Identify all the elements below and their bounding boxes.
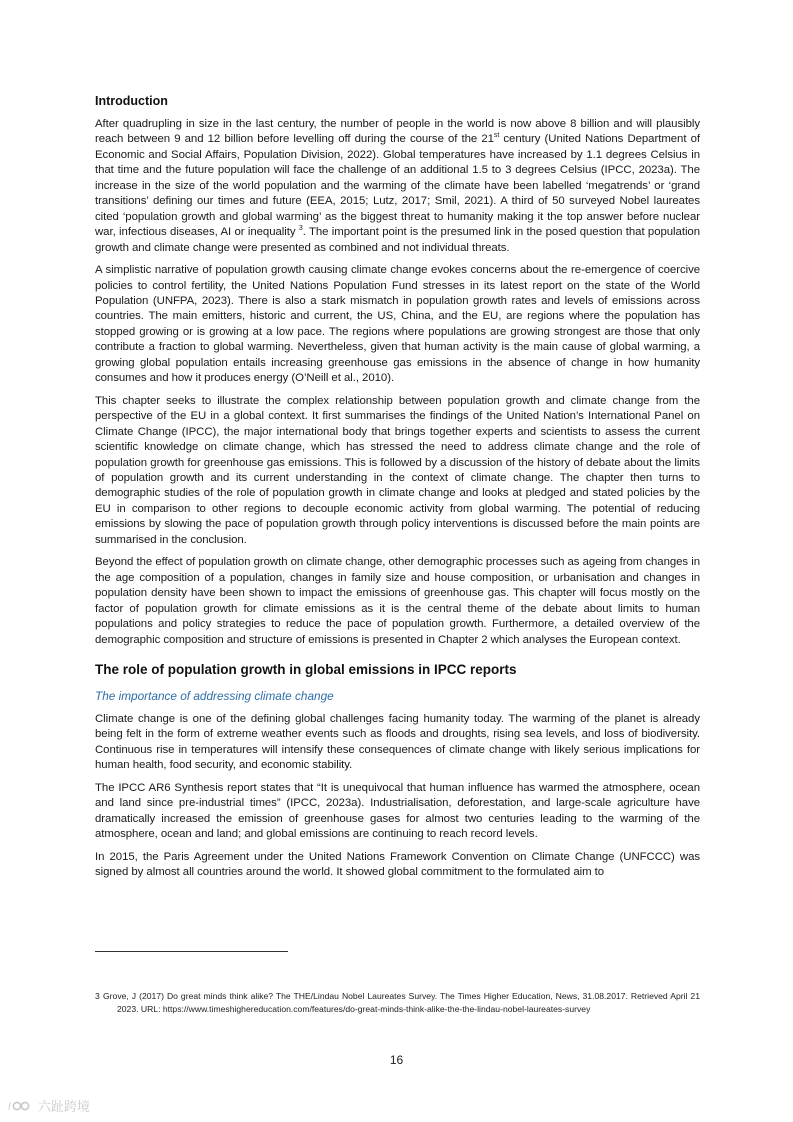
svg-text:l: l — [8, 1101, 11, 1113]
section-paragraph-2: The IPCC AR6 Synthesis report states that “It is unequivocal that human influence has warmed the atmosphere, ocean and land since pre-industrial times” (IPCC, 2023a). Industrialisation, deforestation, and large-scale agriculture have dramatically increased the emission of greenhouse gases for almost two centuries leading to the warming of the atmosphere, ocean and land; and global emissions are continuing to reach record levels. — [95, 781, 700, 841]
six-toe-logo-icon — [8, 1099, 34, 1113]
intro-paragraph-1 — [95, 117, 700, 256]
section-paragraph-3: In 2015, the Paris Agreement under the United Nations Framework Convention on Climate Change (UNFCCC) was signed by almost all countries around the world. It showed global commitment to the formulated aim to — [95, 850, 700, 879]
section-subheading: The importance of addressing climate change — [95, 688, 334, 703]
intro-paragraph-4: Beyond the effect of population growth on climate change, other demographic processes such as ageing from changes in the age composition of a population, changes in family size and house composition, or urbanisation and changes in population density have been shown to impact the emissions of greenhouse gas. This chapter will focus mostly on the factor of population growth for climate emissions as it is the central theme of the debate about limits to human populations and policy strategies to reduce the pace of population growth. Furthermore, a detailed overview of the demographic composition and structure of emissions is presented in Chapter 2 which analyses the European context. — [95, 556, 700, 646]
footnote-divider — [95, 951, 288, 952]
page-number: 16 — [389, 1053, 404, 1067]
page-content — [95, 94, 700, 887]
footnote — [95, 990, 700, 1015]
section-heading: The role of population growth in global emissions in IPCC reports — [95, 661, 517, 677]
watermark — [8, 1096, 90, 1115]
intro-heading: Introduction — [95, 94, 168, 108]
intro-p1-text-b: century (United Nations Department of Economic and Social Affairs, Population Division, 2022). Global temperatures have increased by 1.1 degrees Celsius in that time and the future population will face the challenge of an additional 1.5 to 3 degrees Celsius (IPCC, 2023a). The increase in the size of the world population and the warming of the climate have been labelled ‘megatrends’ or ‘grand transitions’ defining our times and future (EEA, 2015; Lutz, 2017; Smil, 2021). A third of 50 surveyed Nobel laureates cited ‘population growth and global warming’ as the biggest threat to humanity making it the top answer before nuclear war, infectious diseases, AI or inequality — [95, 133, 700, 239]
ordinal-suffix: st — [493, 132, 500, 140]
footnote-reference[interactable]: 3 — [298, 225, 303, 233]
intro-paragraph-2: A simplistic narrative of population growth causing climate change evokes concerns about the re-emergence of coercive policies to control fertility, the United Nations Population Fund stresses in its latest report on the state of the World Population (UNFPA, 2023). There is also a stark mismatch in population growth rates and levels of emissions across countries. The main emitters, historic and current, the US, China, and the EU, are regions where the population has stopped growing or is growing at a low pace. The regions where populations are growing strongest are those that only contribute a fraction to global warming. Nevertheless, given that human activity is the main cause of global warming, a growing global population entails increasing greenhouse gas emissions in the absence of change in how humanity consumes and how it produces energy (O’Neill et al., 2010). — [95, 264, 700, 385]
watermark-text: 六趾跨境 — [38, 1099, 91, 1114]
footnote-text: Grove, J (2017) Do great minds think alike? The THE/Lindau Nobel Laureates Survey. The Times Higher Education, News, 31.08.2017. Retrieved April 21 2023. URL: https://www.timeshighereducation.com/features/do-great-minds-think-alike-the-the-lindau-nobel-laureates-survey — [103, 991, 700, 1014]
intro-paragraph-3: This chapter seeks to illustrate the complex relationship between population growth and climate change from the perspective of the EU in a global context. It first summarises the findings of the United Nation’s International Panel on Climate Change (IPCC), the major international body that brings together experts and scientists to assess the current scientific knowledge on climate change, which has stressed the need to address climate change and the role of population growth for greenhouse gas emissions. This is followed by a discussion of the history of debate about the limits of population growth and its current understanding in the context of climate change. The chapter then turns to demographic studies of the role of population growth in climate change and looks at pledged and stated policies by the EU in comparison to other regions to decouple economic activity from global warming. The potential of reducing emissions by slowing the pace of population growth through policy interventions is discussed before the main points are summarised in the conclusion. — [95, 394, 700, 546]
section-paragraph-1: Climate change is one of the defining global challenges facing humanity today. The warming of the planet is already being felt in the form of extreme weather events such as floods and droughts, rising sea levels, and loss of biodiversity. Continuous rise in temperatures will intensify these consequences of climate change with likely serious implications for human health, food security, and economic stability. — [95, 712, 700, 772]
intro-p1-text-c: . The important point is the presumed link in the posed question that population growth and climate change were presented as combined and not individual threats. — [95, 226, 700, 254]
intro-p1-text-a: After quadrupling in size in the last century, the number of people in the world is now above 8 billion and will plausibly reach between 9 and 12 billion before levelling off during the course of the 21 — [95, 118, 700, 146]
footnote-mark: 3 — [95, 991, 100, 1001]
